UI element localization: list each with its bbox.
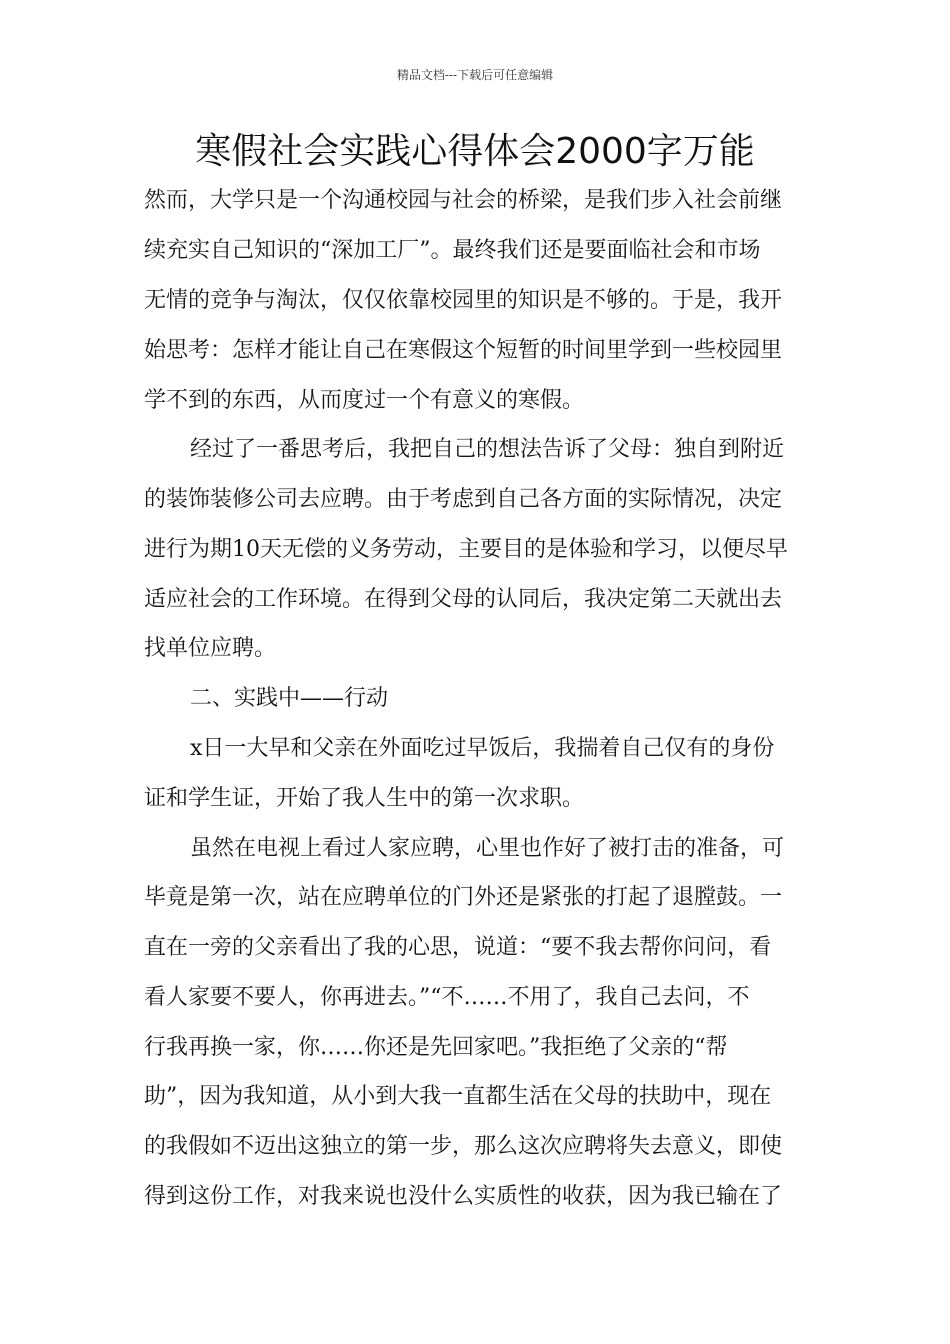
paragraph-start-line: 经过了一番思考后，我把自己的想法告诉了父母：独自到附近 bbox=[190, 437, 785, 462]
text-line: 无情的竞争与淘汰，仅仅依靠校园里的知识是不够的。于是，我开 bbox=[144, 288, 783, 313]
text-line: 的装饰装修公司去应聘。由于考虑到自己各方面的实际情况，决定 bbox=[144, 487, 783, 512]
page-title: 寒假社会实践心得体会2000字万能 bbox=[195, 131, 755, 172]
text-line: 始思考：怎样才能让自己在寒假这个短暂的时间里学到一些校园里 bbox=[144, 338, 783, 363]
text-line: 助”，因为我知道，从小到大我一直都生活在父母的扶助中，现在 bbox=[144, 1084, 772, 1109]
text-line: 适应社会的工作环境。在得到父母的认同后，我决定第二天就出去 bbox=[144, 587, 783, 612]
text-line: 然而，大学只是一个沟通校园与社会的桥梁，是我们步入社会前继 bbox=[144, 188, 783, 213]
section-heading: 二、实践中——行动 bbox=[190, 686, 389, 711]
text-line: 行我再换一家，你……你还是先回家吧。”我拒绝了父亲的“帮 bbox=[144, 1035, 728, 1060]
text-line: 的我假如不迈出这独立的第一步，那么这次应聘将失去意义，即使 bbox=[144, 1134, 783, 1159]
text-line: 续充实自己知识的“深加工厂”。最终我们还是要面临社会和市场 bbox=[144, 238, 761, 263]
text-line: 直在一旁的父亲看出了我的心思，说道：“要不我去帮你问问，看 bbox=[144, 935, 772, 960]
paragraph-start-line: 虽然在电视上看过人家应聘，心里也作好了被打击的准备，可 bbox=[190, 836, 785, 861]
text-line: 找单位应聘。 bbox=[144, 636, 277, 661]
text-line: 学不到的东西，从而度过一个有意义的寒假。 bbox=[144, 388, 585, 413]
text-line: 看人家要不要人，你再进去。”“不……不用了，我自己去问，不 bbox=[144, 985, 750, 1010]
paragraph-start-line: x日一大早和父亲在外面吃过早饭后，我揣着自己仅有的身份 bbox=[190, 736, 775, 761]
header-note: 精品文档---下载后可任意编辑 bbox=[396, 68, 554, 82]
text-line: 进行为期10天无偿的义务劳动，主要目的是体验和学习，以便尽早 bbox=[144, 537, 788, 562]
text-line: 证和学生证，开始了我人生中的第一次求职。 bbox=[144, 786, 585, 811]
text-line: 得到这份工作，对我来说也没什么实质性的收获，因为我已输在了 bbox=[144, 1184, 783, 1209]
text-line: 毕竟是第一次，站在应聘单位的门外还是紧张的打起了退膛鼓。一 bbox=[144, 885, 783, 910]
